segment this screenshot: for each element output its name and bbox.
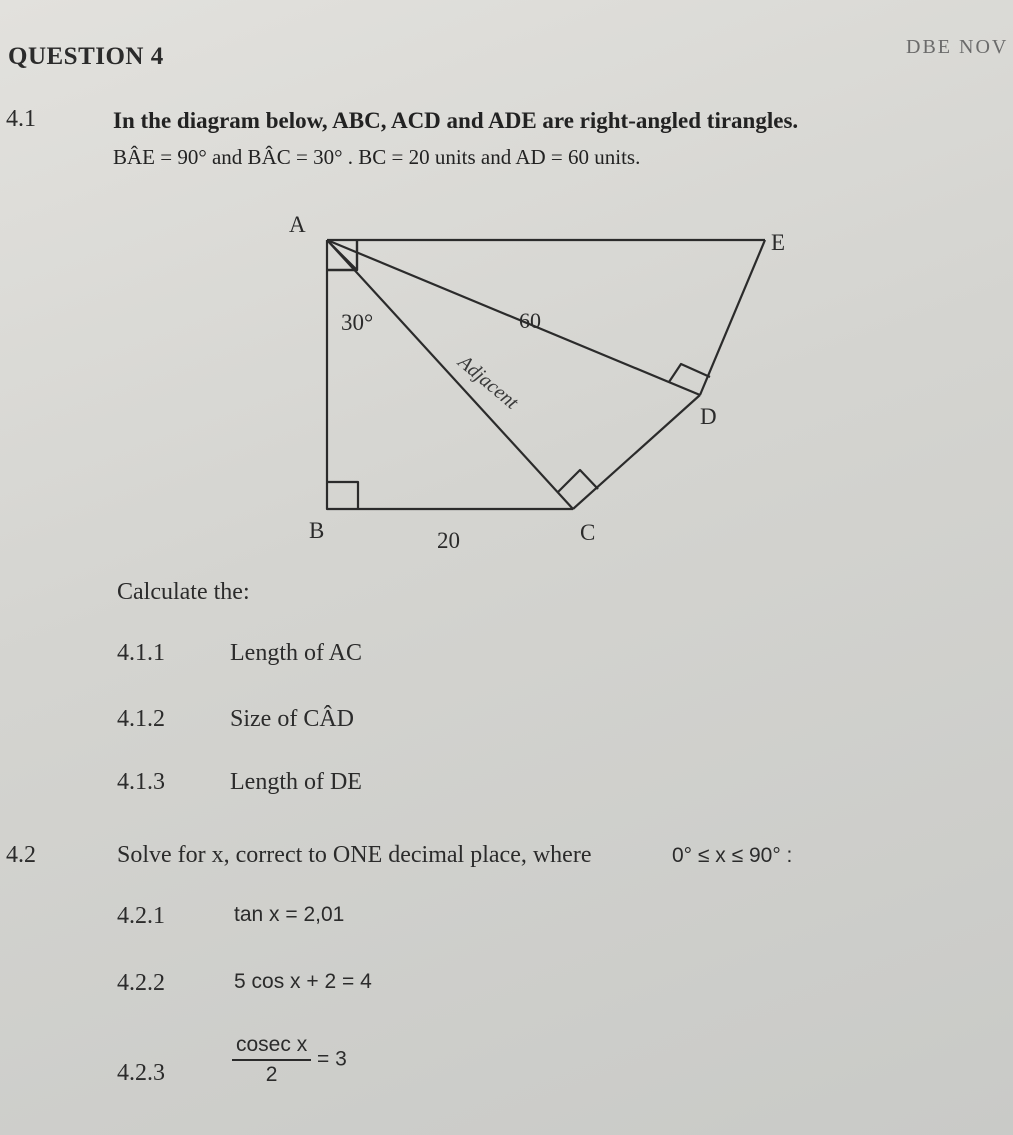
vertex-d-label: D [700, 404, 717, 429]
handwritten-note: Adjacent [453, 350, 523, 414]
sub-question-number: 4.1.3 [117, 769, 165, 795]
sub-question-number: 4.1.1 [117, 640, 165, 666]
sub-question-text: Length of AC [230, 640, 362, 666]
sub-question-number: 4.1.2 [117, 706, 165, 732]
question-title: QUESTION 4 [8, 43, 164, 70]
right-angle-marker-c [558, 470, 598, 492]
equation-cos: 5 cos x + 2 = 4 [234, 970, 372, 993]
question-number-4-2: 4.2 [6, 842, 36, 868]
question-4-2-range: 0° ≤ x ≤ 90° : [672, 844, 793, 867]
exam-code: DBE NOV [906, 36, 1009, 58]
equation-rhs: = 3 [317, 1047, 347, 1071]
question-number-4-1: 4.1 [6, 106, 36, 132]
right-angle-marker-d [669, 364, 710, 382]
equation-cosec [232, 1033, 347, 1087]
sub-question-number: 4.2.3 [117, 1060, 165, 1086]
sub-question-text: Length of DE [230, 769, 362, 795]
length-ad-label: 60 [519, 308, 541, 333]
angle-bac-label: 30° [341, 310, 374, 335]
triangle-diagram [0, 0, 1013, 560]
equation-tan: tan x = 2,01 [234, 903, 345, 926]
length-bc-label: 20 [437, 528, 460, 553]
question-intro-line1: In the diagram below, ABC, ACD and ADE are right-angled tirangles. [113, 108, 799, 133]
question-4-2-instruction: Solve for x, correct to ONE decimal place, where [117, 842, 592, 868]
vertex-a-label: A [289, 212, 306, 237]
segment-de [700, 240, 765, 395]
sub-question-text: Size of CÂD [230, 706, 354, 732]
triangle-diagram-svg [0, 0, 1013, 560]
vertex-e-label: E [771, 230, 786, 255]
sub-question-number: 4.2.1 [117, 903, 165, 929]
fraction-numerator: cosec x [232, 1033, 311, 1061]
vertex-b-label: B [309, 518, 325, 543]
calculate-heading: Calculate the: [117, 579, 250, 605]
vertex-c-label: C [580, 520, 596, 545]
segment-ac [327, 240, 573, 509]
fraction-denominator: 2 [265, 1063, 278, 1086]
right-angle-marker-b [327, 482, 358, 509]
sub-question-number: 4.2.2 [117, 970, 165, 996]
cosec-fraction [232, 1033, 311, 1087]
segment-cd [573, 395, 700, 509]
right-angle-marker-a-diag [327, 240, 357, 270]
question-intro-line2: BÂE = 90° and BÂC = 30° . BC = 20 units and AD = 60 units. [113, 145, 641, 169]
segment-ad [327, 240, 700, 395]
